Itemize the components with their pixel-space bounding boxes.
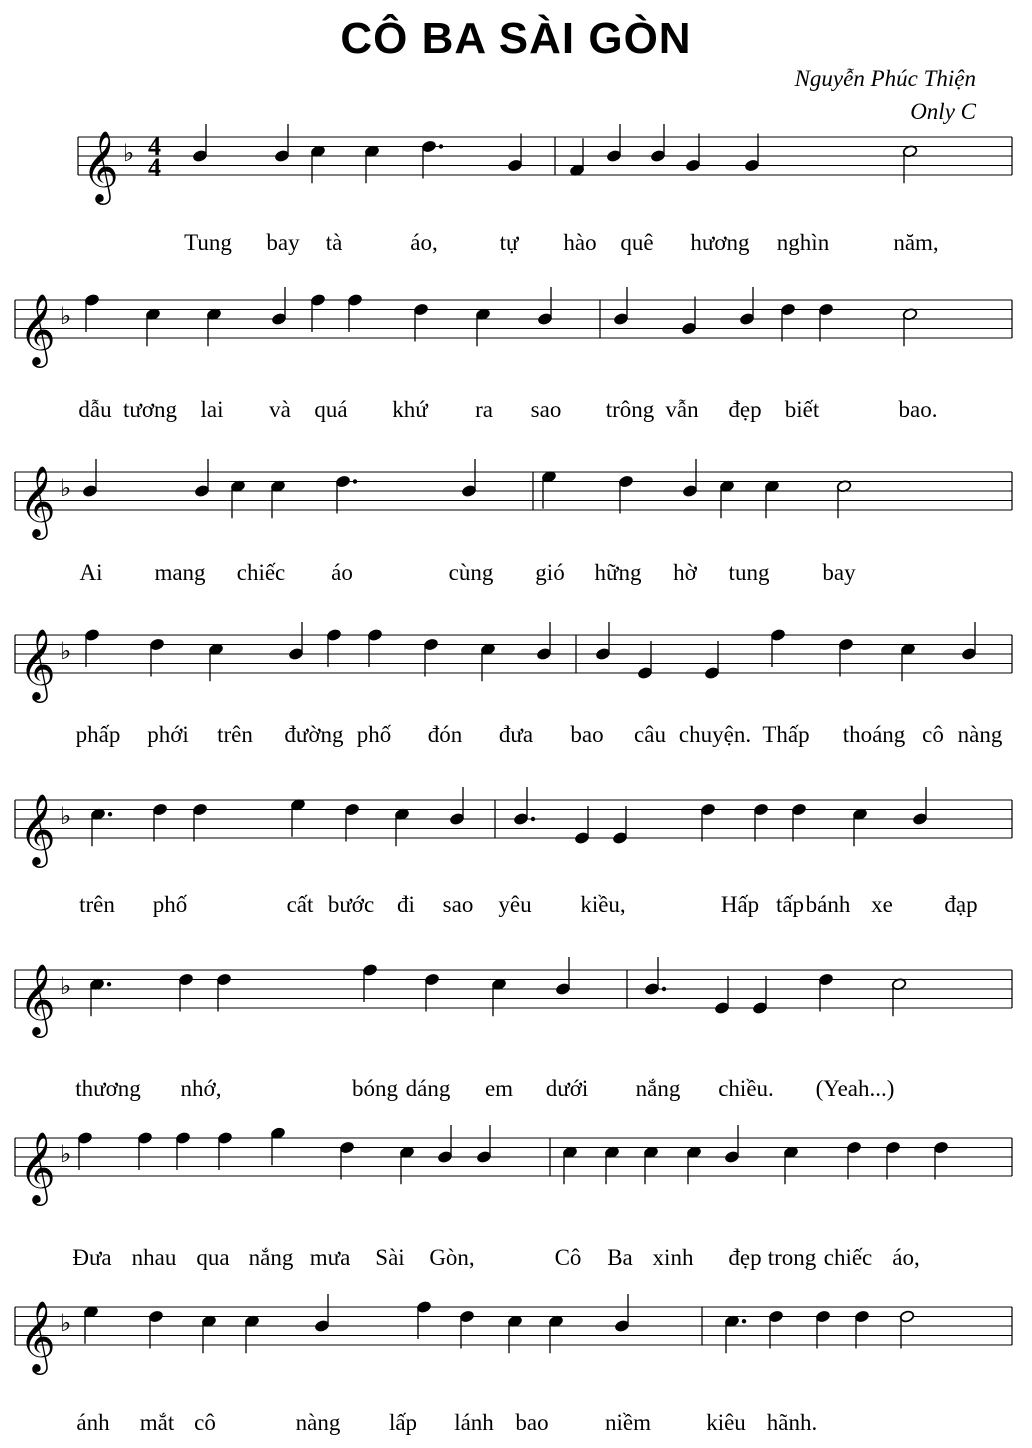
- lyric-syllable: bao: [570, 722, 604, 747]
- lyric-syllable: bóng: [352, 1076, 398, 1101]
- lyric-syllable: gió: [535, 560, 565, 585]
- lyric-syllable: nàng: [295, 1410, 341, 1435]
- treble-clef-icon: 𝄞: [19, 792, 56, 865]
- lyric-syllable: chuyện.: [678, 722, 752, 747]
- dot: [531, 817, 535, 821]
- treble-clef-icon: 𝄞: [19, 464, 56, 537]
- song-title: CÔ BA SÀI GÒN: [340, 14, 692, 63]
- flat-sign-icon: ♭: [60, 1309, 72, 1337]
- lyric-syllable: sao: [442, 892, 474, 917]
- lyric-syllable: và: [269, 397, 291, 422]
- lyric-syllable: chiếc: [236, 560, 286, 585]
- lyric-syllable: Sài: [375, 1245, 405, 1270]
- treble-clef-icon: 𝄞: [19, 1299, 56, 1372]
- lyric-syllable: thương: [75, 1076, 141, 1101]
- lyric-syllable: nắng: [248, 1245, 294, 1270]
- dot: [742, 1319, 746, 1323]
- lyric-syllable: đón: [427, 722, 463, 747]
- lyric-syllable: quá: [314, 397, 348, 422]
- lyric-syllable: phố: [152, 892, 188, 917]
- lyric-syllable: qua: [196, 1245, 230, 1270]
- lyric-syllable: yêu: [498, 892, 532, 917]
- lyric-syllable: phới: [147, 722, 189, 747]
- lyric-syllable: đường: [284, 722, 344, 747]
- lyric-syllable: hãnh.: [766, 1410, 818, 1435]
- lyric-syllable: Cô: [554, 1245, 582, 1270]
- lyric-syllable: Tung: [184, 230, 232, 255]
- lyric-syllable: bao.: [898, 397, 938, 422]
- lyric-syllable: bay: [266, 230, 300, 255]
- lyric-syllable: ra: [475, 397, 493, 422]
- lyric-syllable: lấp: [388, 1410, 418, 1435]
- lyric-syllable: áo: [331, 560, 353, 585]
- lyric-syllable: trên: [217, 722, 253, 747]
- lyric-line: [0, 892, 1032, 922]
- lyric-syllable: thoáng: [842, 722, 906, 747]
- lyric-syllable: hương: [690, 230, 750, 255]
- lyric-syllable: câu: [634, 722, 666, 747]
- lyric-syllable: Đưa: [72, 1245, 112, 1270]
- lyric-syllable: em: [484, 1076, 514, 1101]
- dot: [108, 812, 112, 816]
- lyric-syllable: xe: [871, 892, 893, 917]
- treble-clef-icon: 𝄞: [19, 1130, 56, 1203]
- lyric-syllable: mang: [154, 560, 206, 585]
- lyric-syllable: bước: [327, 892, 375, 917]
- lyric-syllable: (Yeah...): [815, 1076, 895, 1101]
- treble-clef-icon: 𝄞: [19, 292, 56, 365]
- flat-sign-icon: ♭: [60, 972, 72, 1000]
- lyric-line: [0, 560, 1032, 590]
- lyric-line: [0, 1076, 1032, 1106]
- lyric-syllable: chiếc: [823, 1245, 873, 1270]
- flat-sign-icon: ♭: [60, 637, 72, 665]
- lyric-syllable: biết: [784, 397, 820, 422]
- lyric-syllable: nắng: [635, 1076, 681, 1101]
- dot: [353, 479, 357, 483]
- dot: [439, 144, 443, 148]
- lyric-syllable: tung: [728, 560, 770, 585]
- lyric-syllable: trông: [605, 397, 655, 422]
- lyric-syllable: xinh: [652, 1245, 694, 1270]
- lyric-syllable: nhau: [131, 1245, 177, 1270]
- lyric-syllable: Gòn,: [429, 1245, 475, 1270]
- lyric-syllable: trên: [79, 892, 115, 917]
- lyric-syllable: hào: [563, 230, 597, 255]
- lyric-syllable: Ba: [607, 1245, 633, 1270]
- lyric-syllable: kiều,: [580, 892, 626, 917]
- lyric-line: [0, 397, 1032, 427]
- lyric-syllable: phố: [356, 722, 392, 747]
- lyric-syllable: cô: [922, 722, 944, 747]
- flat-sign-icon: ♭: [60, 302, 72, 330]
- lyric-line: [0, 1410, 1032, 1440]
- lyric-syllable: lánh: [454, 1410, 494, 1435]
- lyric-syllable: áo,: [410, 230, 438, 255]
- dot: [662, 987, 666, 991]
- lyric-syllable: ánh: [76, 1410, 110, 1435]
- lyric-syllable: kiêu: [706, 1410, 746, 1435]
- lyric-syllable: đạp: [944, 892, 978, 917]
- lyric-syllable: niềm: [605, 1410, 651, 1435]
- lyric-syllable: tự: [499, 230, 519, 255]
- lyric-syllable: dáng: [405, 1076, 451, 1101]
- lyric-syllable: vẫn: [665, 397, 699, 422]
- time-signature-bottom: 4: [148, 153, 161, 182]
- lyric-syllable: mắt: [139, 1410, 175, 1435]
- performer-credit: Only C: [910, 99, 976, 124]
- lyric-syllable: hững: [594, 560, 642, 585]
- lyric-syllable: bay: [822, 560, 856, 585]
- lyric-syllable: sao: [530, 397, 562, 422]
- lyric-syllable: bao: [515, 1410, 549, 1435]
- lyric-syllable: trong: [767, 1245, 817, 1270]
- lyric-syllable: khứ: [392, 397, 428, 422]
- flat-sign-icon: ♭: [60, 1140, 72, 1168]
- lyric-syllable: chiều.: [718, 1076, 774, 1101]
- lyric-syllable: Thấp: [762, 722, 810, 747]
- lyric-line: [0, 722, 1032, 752]
- lyric-syllable: Ai: [79, 560, 103, 585]
- lyric-syllable: tà: [325, 230, 343, 255]
- lyric-syllable: mưa: [309, 1245, 351, 1270]
- lyric-syllable: dưới: [545, 1076, 589, 1101]
- lyric-syllable: bánh: [805, 892, 851, 917]
- lyric-syllable: đưa: [498, 722, 534, 747]
- lyric-syllable: đi: [397, 892, 415, 917]
- lyric-syllable: dẫu: [78, 397, 112, 422]
- lyric-syllable: tương: [122, 397, 178, 422]
- lyric-syllable: cô: [194, 1410, 216, 1435]
- flat-sign-icon: ♭: [123, 139, 135, 167]
- lyric-syllable: năm,: [893, 230, 939, 255]
- time-signature-top: 4: [148, 132, 161, 161]
- lyric-syllable: lai: [200, 397, 224, 422]
- flat-sign-icon: ♭: [60, 474, 72, 502]
- lyric-syllable: quê: [620, 230, 654, 255]
- treble-clef-icon: 𝄞: [19, 627, 56, 700]
- composer-credit: Nguyễn Phúc Thiện: [794, 66, 976, 91]
- lyric-syllable: cất: [286, 892, 314, 917]
- dot: [107, 982, 111, 986]
- treble-clef-icon: 𝄞: [82, 129, 119, 202]
- lyric-syllable: nàng: [957, 722, 1003, 747]
- lyric-syllable: đẹp: [728, 1245, 762, 1270]
- lyric-syllable: nghìn: [776, 230, 830, 255]
- lyric-syllable: nhớ,: [180, 1076, 222, 1101]
- lyric-line: [0, 230, 1032, 260]
- lyric-syllable: áo,: [892, 1245, 920, 1270]
- lyric-syllable: cùng: [448, 560, 494, 585]
- lyric-syllable: tấp: [775, 892, 805, 917]
- lyric-line: [0, 1245, 1032, 1275]
- lyric-syllable: Hấp: [720, 892, 760, 917]
- treble-clef-icon: 𝄞: [19, 962, 56, 1035]
- lyric-syllable: phấp: [75, 722, 121, 747]
- flat-sign-icon: ♭: [60, 802, 72, 830]
- lyric-syllable: hờ: [673, 560, 697, 585]
- lyric-syllable: đẹp: [728, 397, 762, 422]
